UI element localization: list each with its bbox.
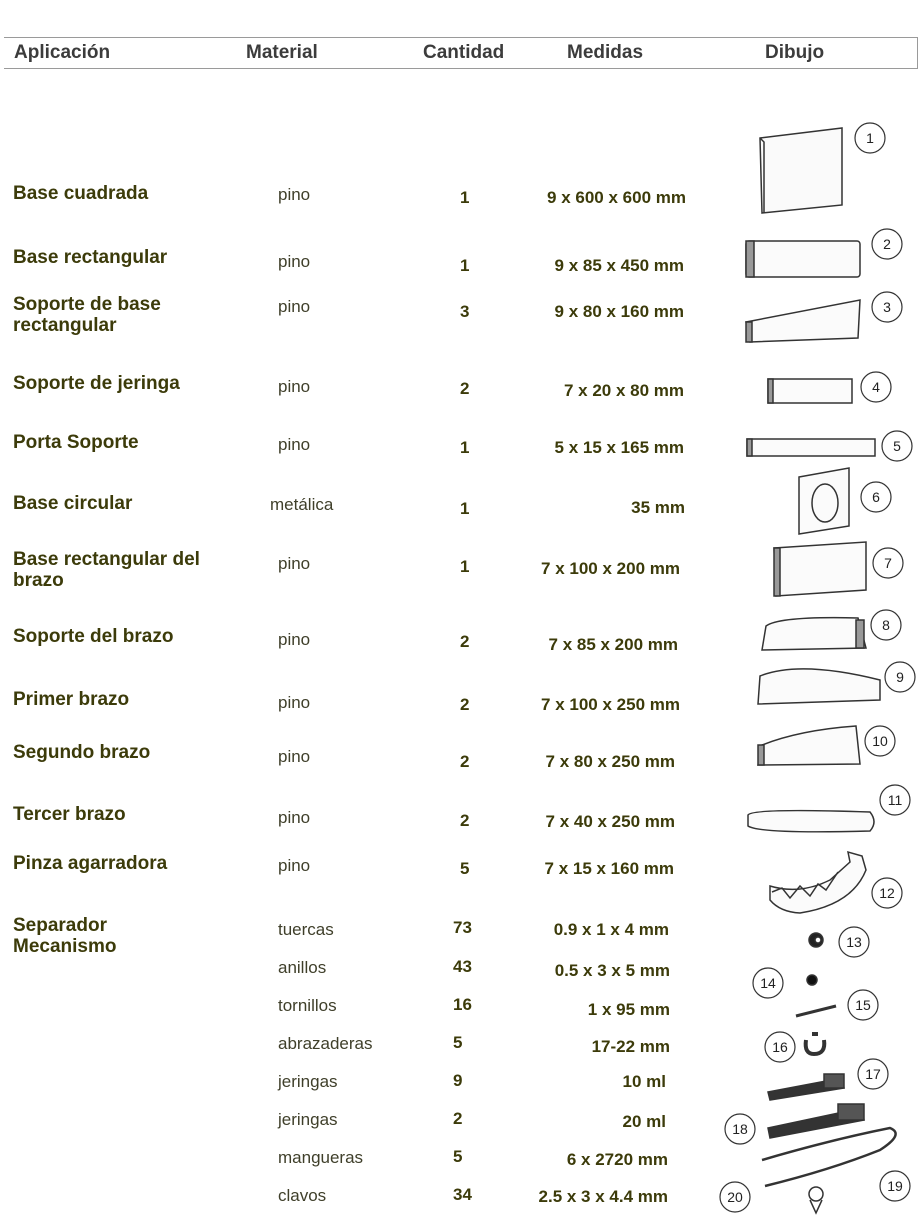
- drawing-number: 17: [865, 1066, 881, 1082]
- row-quantity: 1: [460, 499, 470, 518]
- drawing-number: 9: [896, 669, 904, 685]
- row-quantity: 5: [460, 859, 470, 878]
- header-material: Material: [246, 42, 318, 63]
- row-material: clavos: [278, 1186, 327, 1205]
- row-material: pino: [278, 808, 311, 827]
- part-drawing-9: [758, 669, 880, 704]
- part-drawing-14: [807, 975, 817, 985]
- table-header: [4, 37, 918, 69]
- drawing-number: 16: [772, 1039, 788, 1055]
- drawing-number: 7: [884, 555, 892, 571]
- row-quantity: 2: [460, 379, 470, 398]
- row-measure: 7 x 80 x 250 mm: [545, 752, 675, 771]
- row-quantity: 2: [460, 632, 470, 651]
- header-quantity: Cantidad: [423, 42, 505, 63]
- part-drawing-12: [770, 852, 866, 913]
- row-application: Soporte de base rectangular: [13, 294, 161, 336]
- row-application: Separador Mecanismo: [13, 915, 117, 957]
- part-drawing-10: [758, 726, 860, 765]
- part-drawing-4: [768, 379, 852, 403]
- row-measure: 9 x 600 x 600 mm: [547, 188, 686, 207]
- row-quantity: 5: [453, 1033, 463, 1052]
- row-measure: 9 x 80 x 160 mm: [554, 302, 684, 321]
- row-quantity: 1: [460, 256, 470, 275]
- row-measure: 35 mm: [631, 498, 685, 517]
- drawing-number: 1: [866, 130, 874, 146]
- drawing-number: 3: [883, 299, 891, 315]
- part-drawing-16: [806, 1034, 825, 1054]
- part-drawing-3: [746, 300, 860, 342]
- row-application: Tercer brazo: [13, 804, 126, 825]
- row-material: pino: [278, 435, 311, 454]
- row-measure: 7 x 85 x 200 mm: [548, 635, 678, 654]
- row-material: tornillos: [278, 996, 337, 1015]
- row-measure: 1 x 95 mm: [587, 1000, 670, 1019]
- row-quantity: 1: [460, 188, 470, 207]
- row-measure: 7 x 15 x 160 mm: [544, 859, 674, 878]
- part-drawing-2: [746, 241, 860, 277]
- row-material: metálica: [270, 495, 334, 514]
- drawing-number: 15: [855, 997, 871, 1013]
- drawing-number: 11: [887, 792, 903, 808]
- row-application: Base circular: [13, 493, 133, 514]
- part-drawing-19: [762, 1128, 896, 1186]
- row-material: pino: [278, 185, 311, 204]
- part-drawing-8: [762, 618, 866, 650]
- row-quantity: 2: [460, 811, 470, 830]
- row-material: jeringas: [278, 1072, 338, 1091]
- row-quantity: 1: [460, 557, 470, 576]
- row-measure: 6 x 2720 mm: [566, 1150, 668, 1169]
- row-quantity: 34: [453, 1185, 472, 1204]
- drawing-number: 2: [883, 236, 891, 252]
- row-measure: 7 x 100 x 250 mm: [541, 695, 680, 714]
- part-drawing-7: [774, 542, 866, 596]
- row-quantity: 43: [453, 957, 472, 976]
- row-material: pino: [278, 856, 311, 875]
- row-application: Base rectangular del brazo: [13, 549, 200, 591]
- row-material: pino: [278, 297, 311, 316]
- row-application: Pinza agarradora: [13, 853, 168, 874]
- row-material: pino: [278, 252, 311, 271]
- row-measure: 9 x 85 x 450 mm: [554, 256, 684, 275]
- part-drawing-15: [796, 1006, 836, 1016]
- row-material: pino: [278, 630, 311, 649]
- row-measure: 0.9 x 1 x 4 mm: [553, 920, 669, 939]
- row-quantity: 9: [453, 1071, 463, 1090]
- row-quantity: 2: [460, 695, 470, 714]
- row-quantity: 16: [453, 995, 472, 1014]
- row-material: pino: [278, 693, 311, 712]
- part-drawing-11: [748, 811, 874, 832]
- row-material: anillos: [278, 958, 327, 977]
- row-application: Segundo brazo: [13, 742, 151, 763]
- row-quantity: 5: [453, 1147, 463, 1166]
- row-material: mangueras: [278, 1148, 364, 1167]
- drawing-number: 19: [887, 1178, 903, 1194]
- part-drawing-13: [809, 933, 823, 947]
- drawing-number: 6: [872, 489, 880, 505]
- row-application: Soporte de jeringa: [13, 373, 180, 394]
- row-measure: 5 x 15 x 165 mm: [554, 438, 684, 457]
- row-measure: 7 x 100 x 200 mm: [541, 559, 680, 578]
- row-material: pino: [278, 554, 311, 573]
- row-material: pino: [278, 377, 311, 396]
- drawing-number: 10: [872, 733, 888, 749]
- row-quantity: 3: [460, 302, 470, 321]
- row-measure: 2.5 x 3 x 4.4 mm: [538, 1187, 668, 1206]
- row-material: pino: [278, 747, 311, 766]
- row-application: Base cuadrada: [13, 183, 149, 204]
- header-application: Aplicación: [14, 42, 111, 63]
- drawing-number: 12: [879, 885, 895, 901]
- drawing-number: 20: [727, 1189, 743, 1205]
- header-measures: Medidas: [567, 42, 644, 63]
- row-material: tuercas: [278, 920, 334, 939]
- row-material: jeringas: [278, 1110, 338, 1129]
- row-measure: 17-22 mm: [591, 1037, 670, 1056]
- drawing-number: 8: [882, 617, 890, 633]
- row-quantity: 2: [460, 752, 470, 771]
- part-drawing-5: [747, 439, 875, 456]
- drawing-number: 4: [872, 379, 880, 395]
- header-drawing: Dibujo: [765, 42, 825, 63]
- part-drawing-20: [809, 1187, 823, 1213]
- row-material: abrazaderas: [278, 1034, 373, 1053]
- row-application: Soporte del brazo: [13, 626, 174, 647]
- row-application: Primer brazo: [13, 689, 130, 710]
- row-measure: 10 ml: [622, 1072, 666, 1091]
- row-quantity: 73: [453, 918, 472, 937]
- drawing-number: 14: [760, 975, 776, 991]
- drawing-number: 5: [893, 438, 901, 454]
- part-drawing-1: [760, 128, 842, 213]
- part-drawing-17: [768, 1074, 844, 1100]
- row-application: Porta Soporte: [13, 432, 139, 453]
- row-quantity: 1: [460, 438, 470, 457]
- part-drawing-18: [768, 1104, 864, 1138]
- row-application: Base rectangular: [13, 247, 168, 268]
- row-quantity: 2: [453, 1109, 463, 1128]
- row-measure: 7 x 40 x 250 mm: [545, 812, 675, 831]
- drawing-number: 13: [846, 934, 862, 950]
- part-drawing-6: [799, 468, 849, 534]
- drawing-number: 18: [732, 1121, 748, 1137]
- row-measure: 0.5 x 3 x 5 mm: [554, 961, 670, 980]
- row-measure: 20 ml: [622, 1112, 666, 1131]
- row-measure: 7 x 20 x 80 mm: [563, 381, 684, 400]
